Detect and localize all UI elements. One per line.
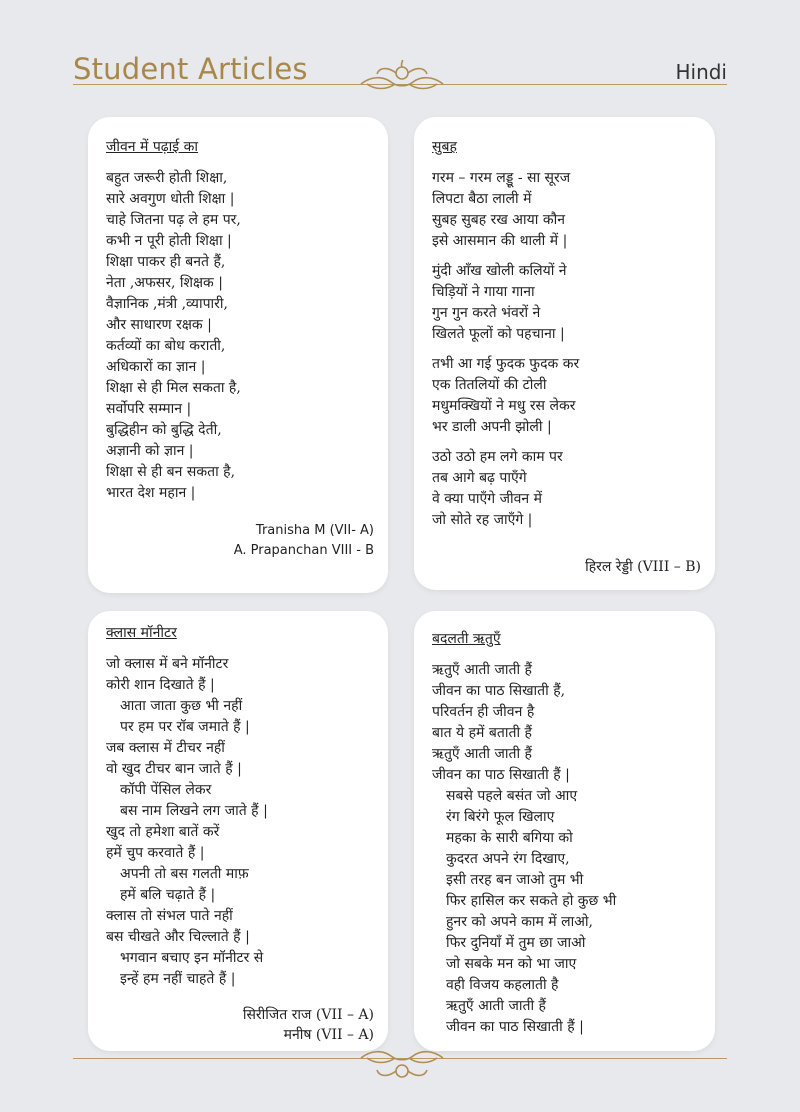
author-name: हिरल रेड्डी (VIII – B) [585,559,701,575]
poem-line: अधिकारों का ज्ञान | [106,359,206,375]
poem-body [106,654,370,990]
flourish-ornament-icon [357,1040,447,1084]
poem-line: कभी न पूरी होती शिक्षा | [106,233,232,249]
poem-line: जो सोते रह जाएँगे | [432,512,533,528]
poem-line: नेता ,अफसर, शिक्षक | [106,275,223,291]
poem-line: गरम – गरम लड्डू - सा सूरज [432,170,571,186]
poem-line: खुद तो हमेशा बातें करें [106,824,220,840]
author-credits [243,1005,374,1045]
poem-line: अज्ञानी को ज्ञान | [106,443,194,459]
poem-line: भर डाली अपनी झोली | [432,419,552,435]
author-name: मनीष (VII – A) [283,1027,374,1043]
poem-line: मधुमक्खियों ने मधु रस लेकर [432,398,576,414]
author-name: Tranisha M (VII- A) [255,523,374,538]
poem-line: भगवान बचाए इन मॉनीटर से [120,950,264,966]
poem-line: सारे अवगुण धोती शिक्षा | [106,191,235,207]
poem-line: उठो उठो हम लगे काम पर [432,449,563,465]
poem-line: कुदरत अपने रंग दिखाए, [446,851,570,867]
poem-line: परिवर्तन ही जीवन है [432,704,535,720]
poem-line: भारत देश महान | [106,485,196,501]
author-name: सिरीजित राज (VII – A) [242,1007,374,1023]
poem-line: मुंदी आँख खोली कलियों ने [432,263,567,279]
poem-line: शिक्षा पाकर ही बनते हैं, [106,254,226,270]
poem-line: ऋतुएँ आती जाती हैं [446,998,546,1014]
poem-line: वैज्ञानिक ,मंत्री ,व्यापारी, [106,296,228,312]
poem-stanza [432,354,697,438]
poem-line: फिर दुनियाँ में तुम छा जाओ [446,935,586,951]
poem-line: कर्तव्यों का बोध कराती, [106,338,226,354]
article-card-morning [414,117,715,590]
poem-line: चिड़ियों ने गाया गाना [432,284,535,300]
poem-line: क्लास तो संभल पाते नहीं [106,908,233,924]
article-card-education [88,117,388,593]
poem-line: शिक्षा से ही बन सकता है, [106,464,236,480]
poem-stanza [432,168,697,252]
poem-line: तभी आ गई फुदक फुदक कर [432,356,580,372]
poem-line: ऋतुएँ आती जाती हैं [432,746,532,762]
poem-line: फिर हासिल कर सकते हो कुछ भी [446,893,617,909]
poem-stanza [432,261,697,345]
poem-body [432,660,697,1038]
article-title: बदलती ऋतुएँ [432,631,501,647]
poem-line: बुद्धिहीन को बुद्धि देती, [106,422,222,438]
poem-line: लिपटा बैठा लाली में [432,191,532,207]
poem-line: हुनर को अपने काम में लाओ, [446,914,593,930]
poem-line: बस नाम लिखने लग जाते हैं | [120,803,268,819]
poem-line: ऋतुएँ आती जाती हैं [432,662,532,678]
poem-line: जीवन का पाठ सिखाती हैं | [432,767,570,783]
poem-line: एक तितलियों की टोली [432,377,547,393]
poem-line: हमें चुप करवाते हैं | [106,845,205,861]
poem-line: शिक्षा से ही मिल सकता है, [106,380,241,396]
poem-line: गुन गुन करते भंवरों ने [432,305,541,321]
poem-line: कोरी शान दिखाते हैं | [106,677,215,693]
poem-line: बात ये हमें बताती हैं [432,725,532,741]
poem-line: आता जाता कुछ भी नहीं [120,698,243,714]
article-title: सुबह [432,139,457,155]
poem-line: महका के सारी बगिया को [446,830,573,846]
poem-line: जीवन का पाठ सिखाती हैं, [432,683,566,699]
poem-line: वो खुद टीचर बान जाते हैं | [106,761,242,777]
poem-line: इसे आसमान की थाली में | [432,233,568,249]
poem-line: वही विजय कहलाती है [446,977,559,993]
poem-line: तब आगे बढ़ पाएँगे [432,470,527,486]
poem-line: जीवन का पाठ सिखाती हैं | [446,1019,584,1035]
poem-line: चाहे जितना पढ़ ले हम पर, [106,212,241,228]
section-label: Hindi [675,60,727,84]
poem-stanza [432,447,697,531]
flourish-ornament-icon [357,60,447,98]
author-credits [585,557,701,577]
poem-line: सुबह सुबह रख आया कौन [432,212,565,228]
poem-line: इन्हें हम नहीं चाहते हैं | [120,971,236,987]
poem-line: सर्वोपरि सम्मान | [106,401,192,417]
poem-line: और साधारण रक्षक | [106,317,212,333]
poem-line: कॉपी पेंसिल लेकर [120,782,212,798]
poem-line: जो क्लास में बने मॉनीटर [106,656,229,672]
poem-line: पर हम पर रॉब जमाते हैं | [120,719,250,735]
poem-line: सबसे पहले बसंत जो आए [446,788,578,804]
poem-line: खिलते फूलों को पहचाना | [432,326,565,342]
article-card-changing-seasons [414,611,715,1051]
article-title: क्लास मॉनीटर [106,625,177,641]
poem-line: बहुत जरूरी होती शिक्षा, [106,170,228,186]
poem-line: जब क्लास में टीचर नहीं [106,740,225,756]
poem-line: हमें बलि चढ़ाते हैं | [120,887,216,903]
article-card-class-monitor [88,611,388,1051]
author-name: A. Prapanchan VIII - B [233,543,374,558]
poem-line: जो सबके मन को भा जाए [446,956,577,972]
poem-line: इसी तरह बन जाओ तुम भी [446,872,584,888]
article-title: जीवन में पढ़ाई का [106,139,199,155]
poem-line: रंग बिरंगे फूल खिलाए [446,809,555,825]
page-title: Student Articles [73,52,308,86]
poem-line: वे क्या पाएँगे जीवन में [432,491,542,507]
poem-line: बस चीखते और चिल्लाते हैं | [106,929,250,945]
poem-line: अपनी तो बस गलती माफ़ [120,866,249,882]
poem-body [106,168,370,504]
author-credits [234,521,374,561]
